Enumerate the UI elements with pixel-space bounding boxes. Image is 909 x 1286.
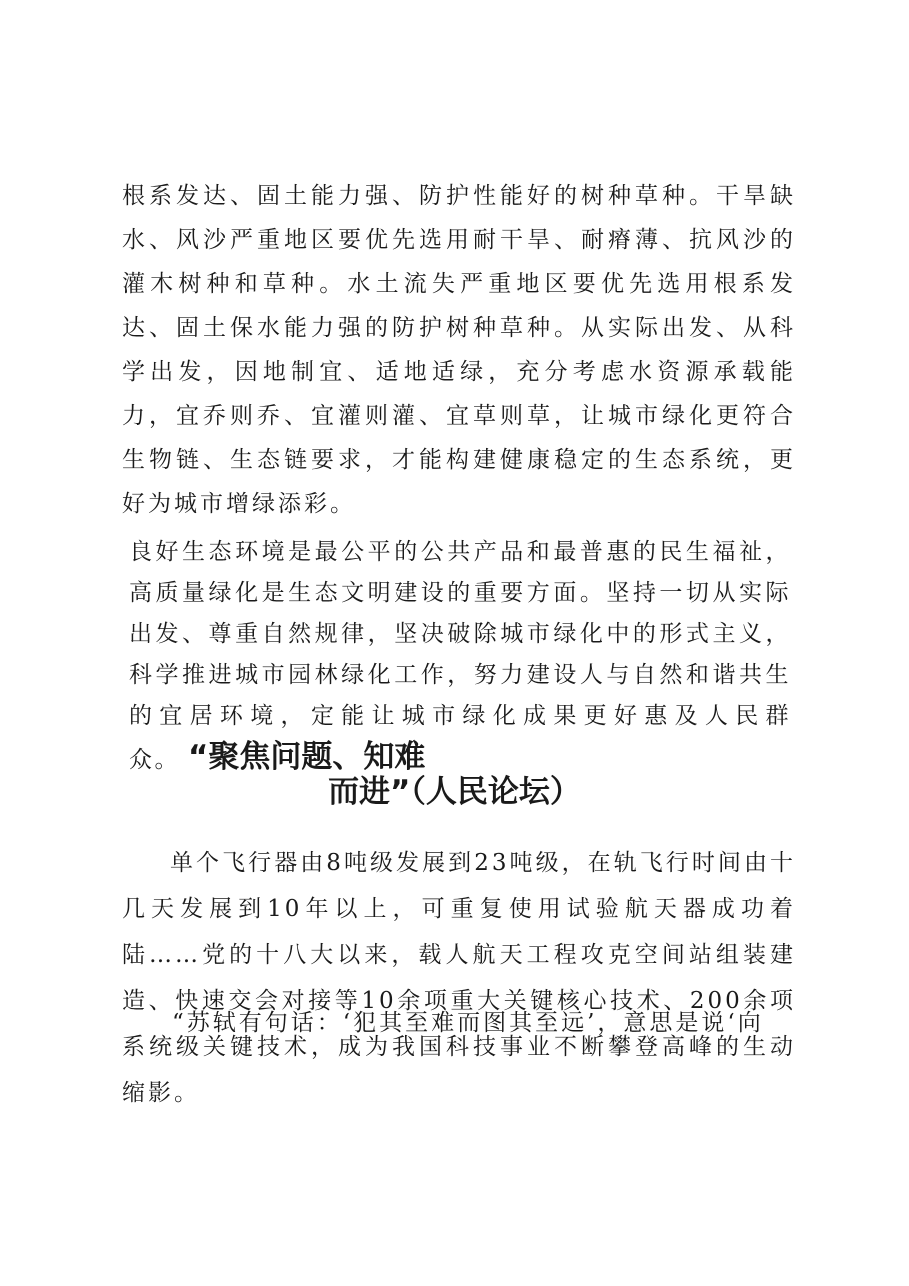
paragraph-su-shi-quote: “苏轼有句话：‘犯其至难而图其至远’，意思是说‘向 [172,1010,764,1036]
paragraph-greening-species: 根系发达、固土能力强、防护性能好的树种草种。干旱缺水、风沙严重地区要优先选用耐干旱、耐瘠薄、抗风沙的灌木树种和草种。水土流失严重地区要优先选用根系发达、固土保水能力强的防护树种草种。从实际出发、从科学出发，因地制宜、适地适绿，充分考虑水资源承载能力，宜乔则乔、宜灌则灌、宜草则草，让城市绿化更符合生物链、生态链要求，才能构建健康稳定的生态系统，更好为城市增绿添彩。 [122,183,796,517]
paragraph-ecological-text: 良好生态环境是最公平的公共产品和最普惠的民生福祉，高质量绿化是生态文明建设的重要方面。坚持一切从实际出发、尊重自然规律，坚决破除城市绿化中的形式主义，科学推进城市园林绿化工作，努力建设人与自然和谐共生的宜居环境，定能让城市绿化成果更好惠及人民群众。 [129,539,791,773]
article-title-line-2: 而进”（人民论坛） [328,774,581,810]
paragraph-ecological-environment [129,532,791,781]
paragraph-space-program: 单个飞行器由8吨级发展到23吨级，在轨飞行时间由十几天发展到10年以上，可重复使用试验航天器成功着陆……党的十八大以来，载人航天工程攻克空间站组装建造、快速交会对接等10余项重大关键核心技术、200余项系统级关键技术，成为我国科技事业不断攀登高峰的生动缩影。 [122,850,796,1106]
article-title-line-1: “聚焦问题、知难 [188,739,426,775]
